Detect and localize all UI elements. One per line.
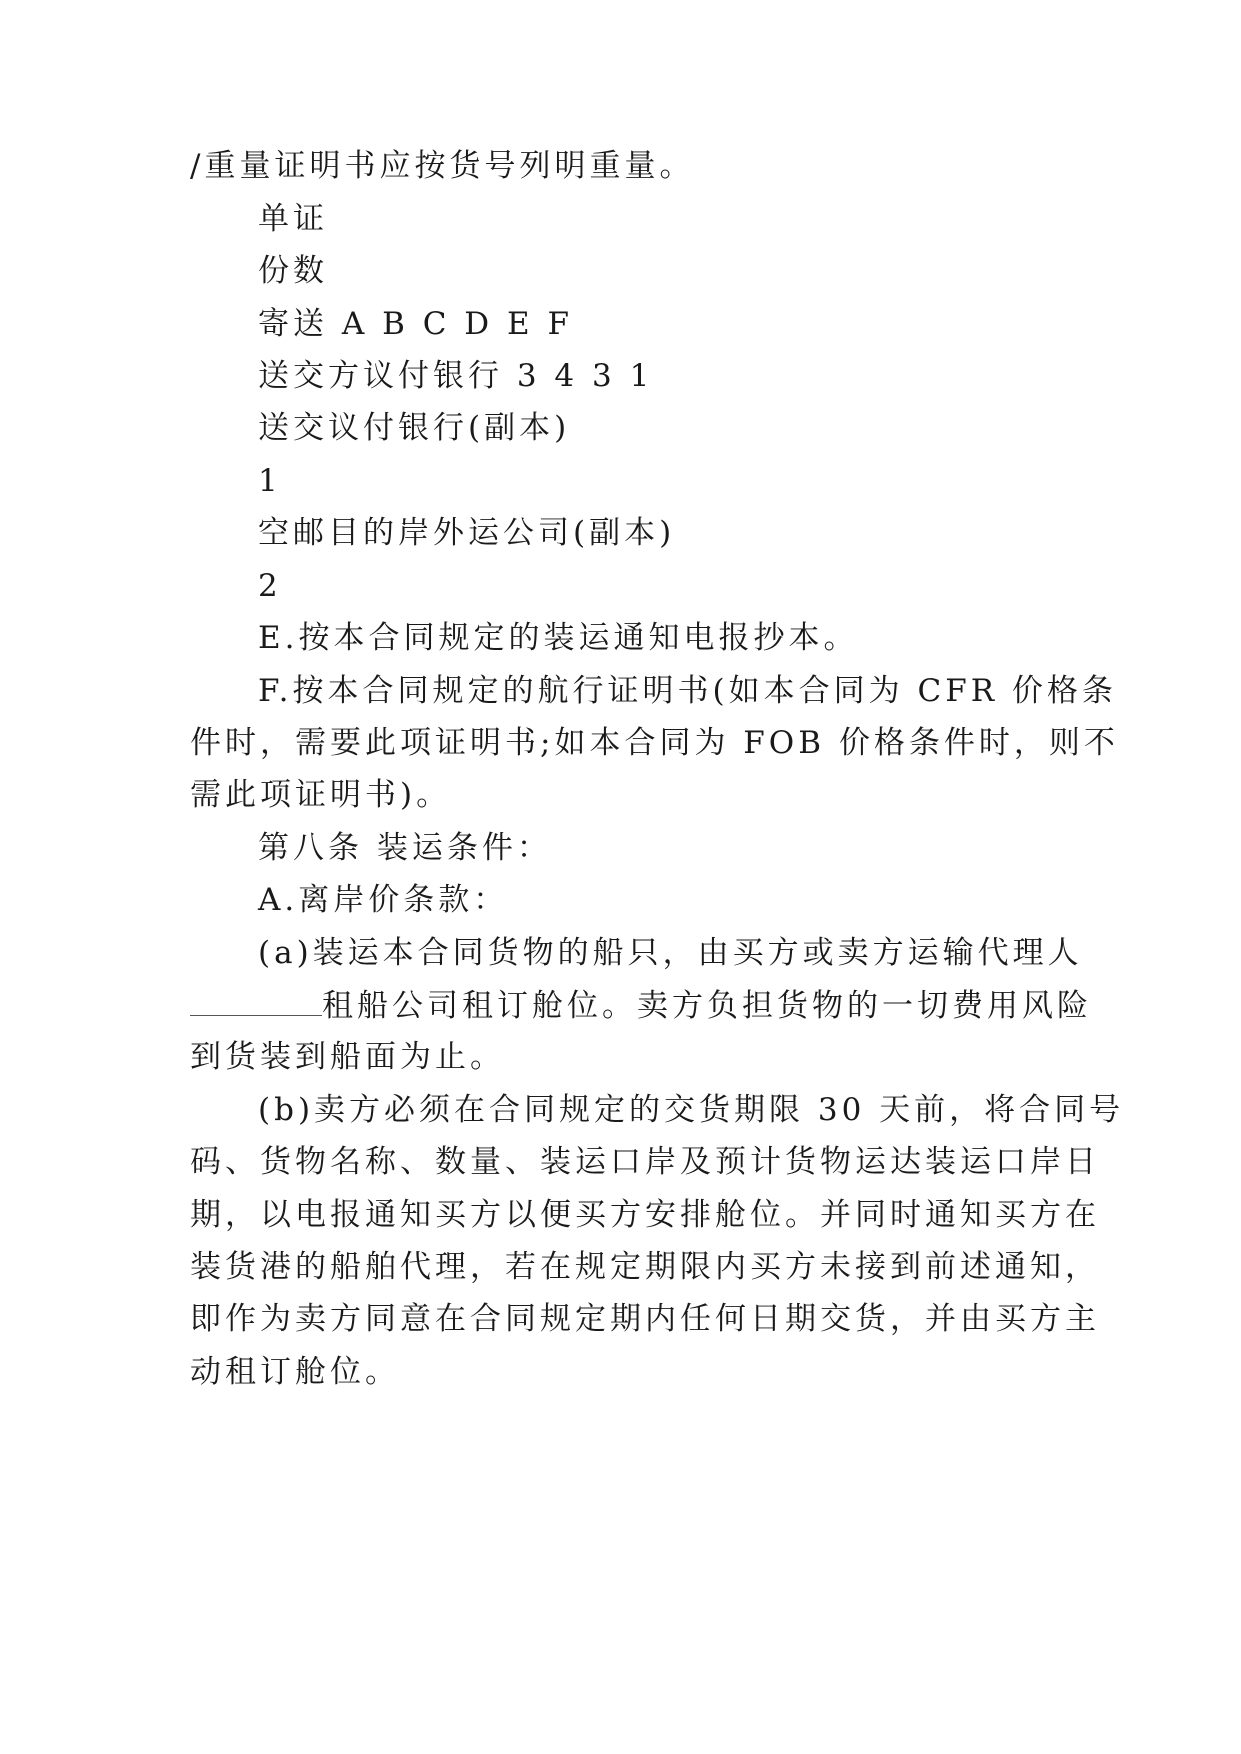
text-line: 即作为卖方同意在合同规定期内任何日期交货，并由买方主 — [190, 1301, 1100, 1337]
text-line: 装货港的船舶代理，若在规定期限内买方未接到前述通知， — [190, 1249, 1100, 1285]
text-line: 期，以电报通知买方以便买方安排舱位。并同时通知买方在 — [190, 1197, 1100, 1233]
text-line: /重量证明书应按货号列明重量。 — [190, 148, 695, 184]
text-line: 1 — [258, 463, 282, 499]
text-line: 需此项证明书)。 — [190, 777, 452, 813]
text-line: 件时，需要此项证明书;如本合同为 FOB 价格条件时，则不 — [190, 725, 1119, 761]
text-span: 租船公司租订舱位。卖方负担货物的一切费用风险 — [322, 988, 1092, 1024]
text-line: 空邮目的岸外运公司(副本) — [258, 515, 676, 551]
text-line: 送交议付银行(副本) — [258, 410, 571, 446]
text-line: F.按本合同规定的航行证明书(如本合同为 CFR 价格条 — [258, 673, 1117, 709]
fill-in-blank — [190, 985, 322, 1016]
text-line: 寄送 A B C D E F — [258, 306, 574, 342]
text-line — [190, 985, 1092, 1026]
text-line: 2 — [258, 568, 282, 604]
text-line: 单证 — [258, 201, 328, 237]
text-line: (b)卖方必须在合同规定的交货期限 30 天前，将合同号 — [258, 1092, 1125, 1128]
section-heading: 第八条 装运条件： — [258, 830, 552, 866]
text-line: 码、货物名称、数量、装运口岸及预计货物运达装运口岸日 — [190, 1144, 1100, 1180]
text-line: 送交方议付银行 3 4 3 1 — [258, 358, 654, 394]
text-line: 到货装到船面为止。 — [190, 1039, 505, 1075]
text-line: A.离岸价条款： — [258, 882, 509, 918]
text-line: 份数 — [258, 253, 328, 289]
text-line: E.按本合同规定的装运通知电报抄本。 — [258, 620, 859, 656]
text-line: (a)装运本合同货物的船只，由买方或卖方运输代理人 — [258, 935, 1083, 971]
text-line: 动租订舱位。 — [190, 1354, 400, 1390]
